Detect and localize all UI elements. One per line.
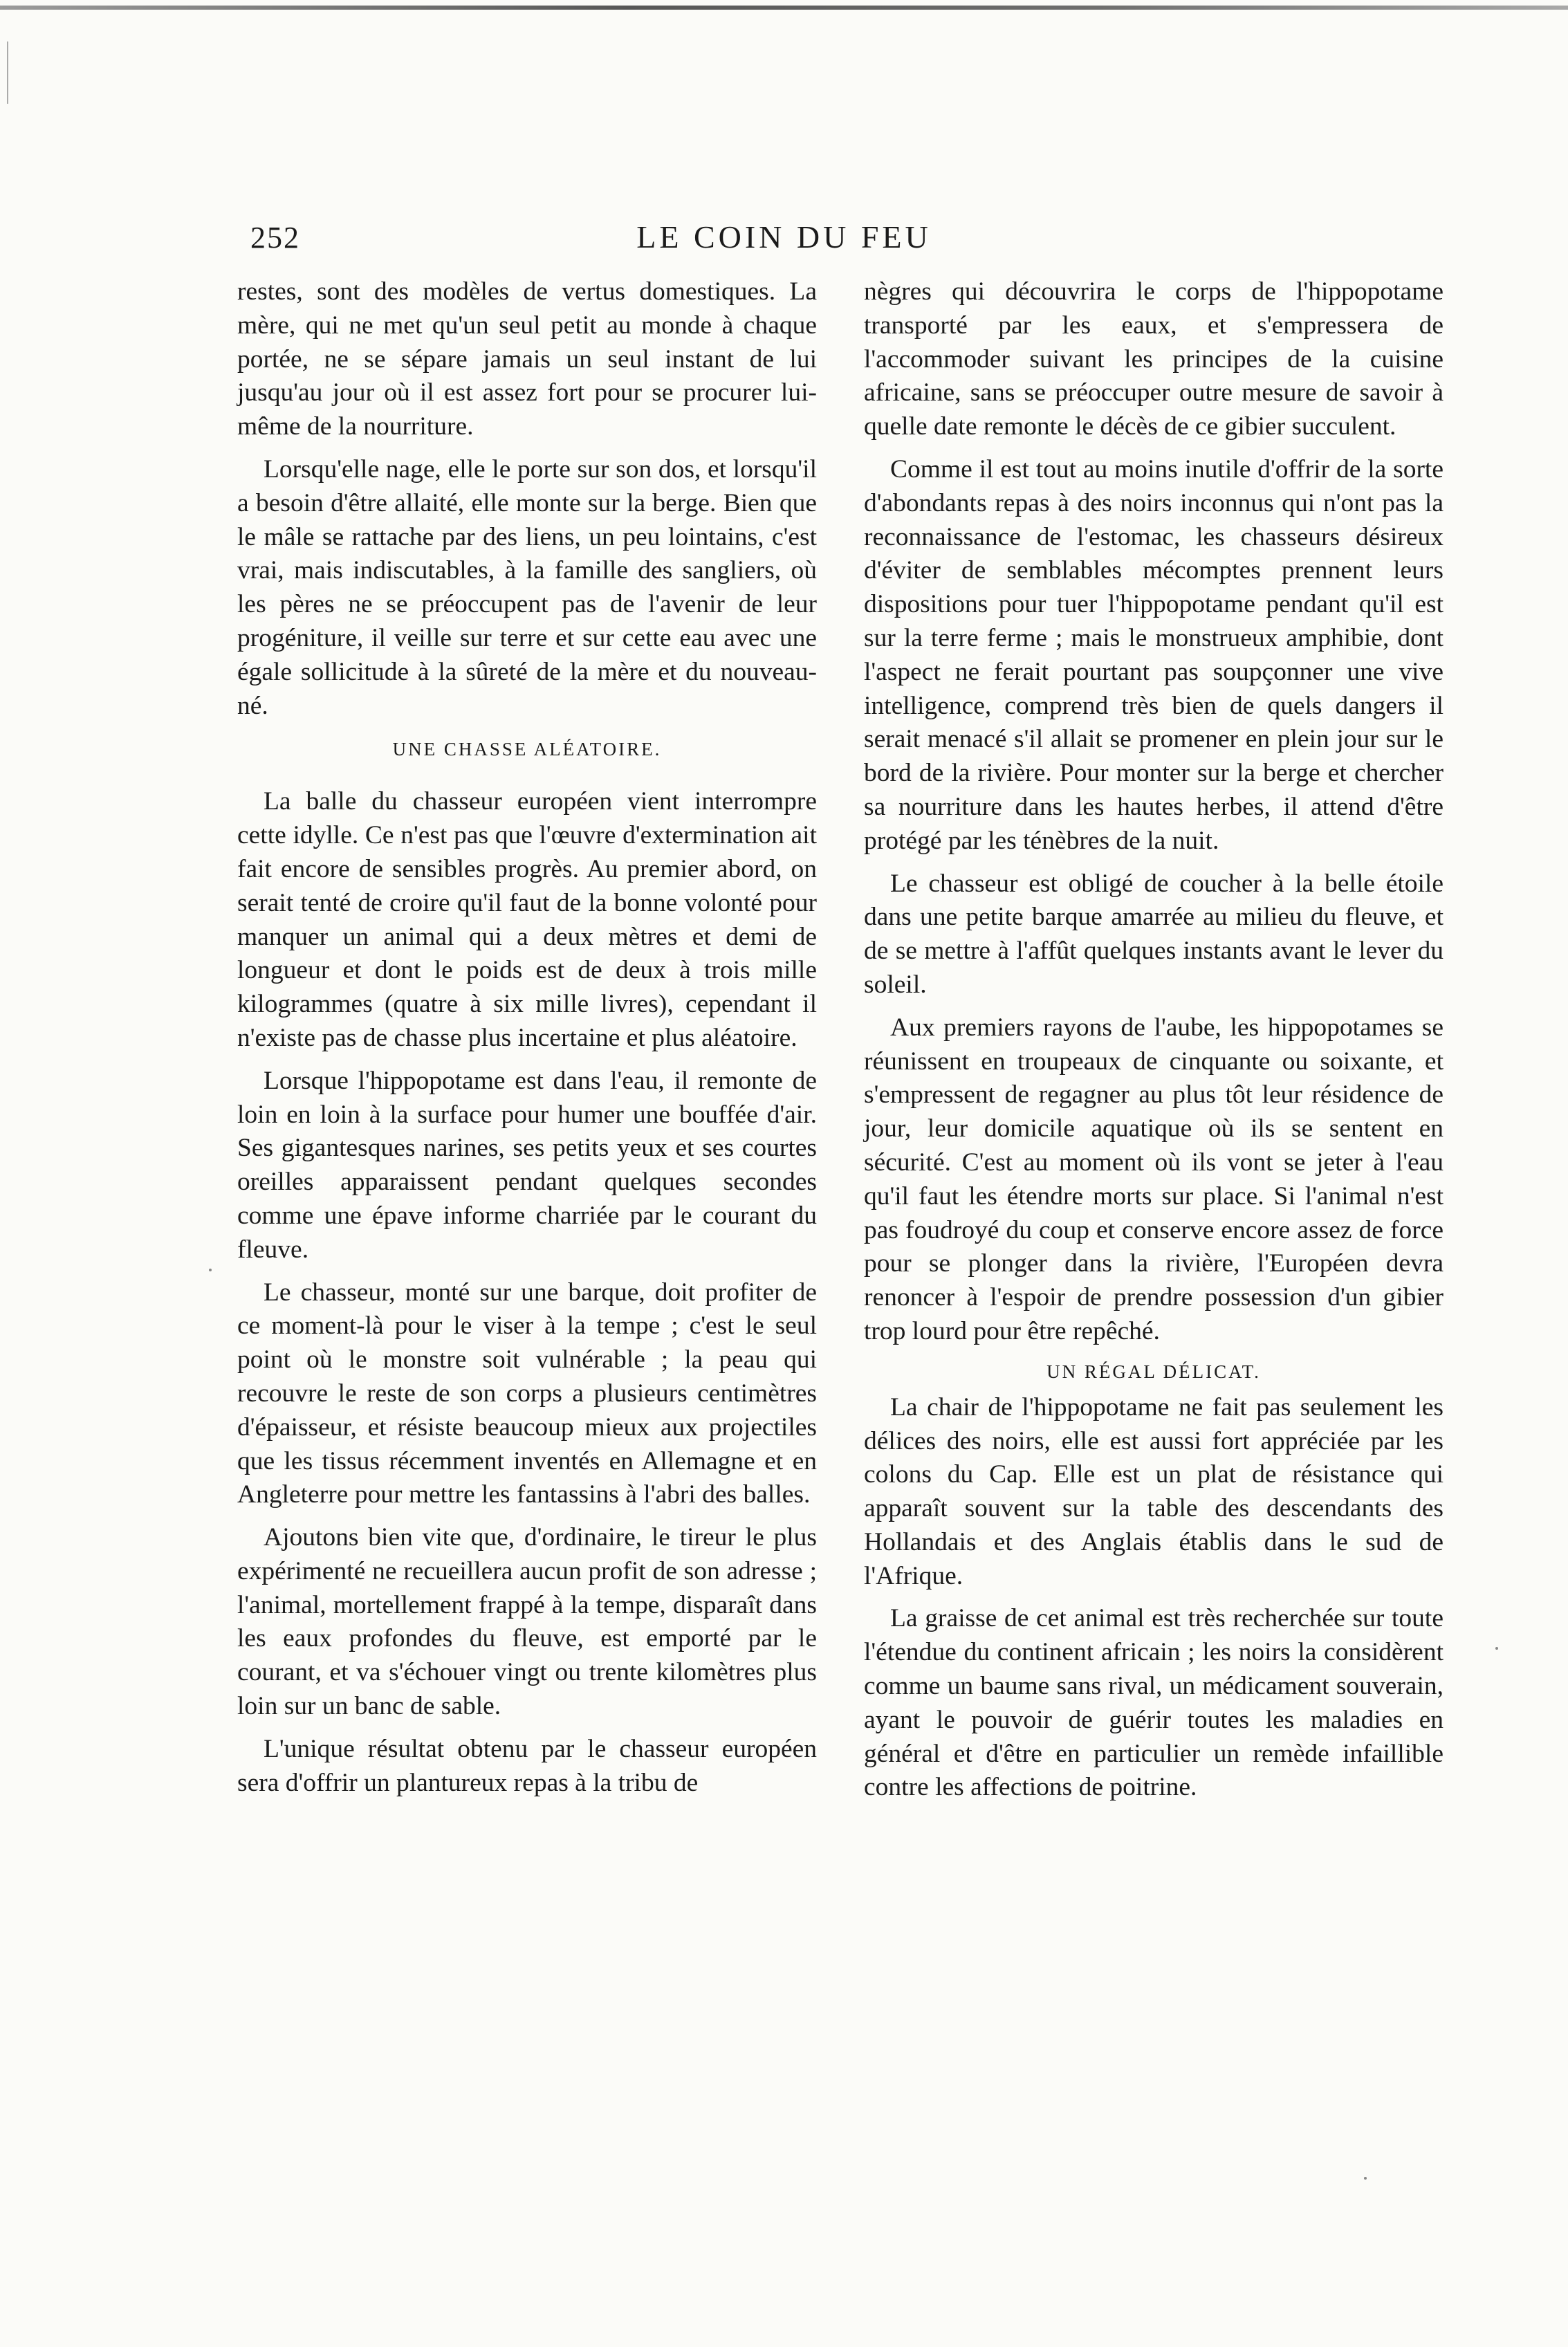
page-edge-mark (7, 42, 8, 104)
body-paragraph: Le chasseur est obligé de coucher à la belle étoile dans une petite barque amarrée au milieu du fleuve, et de se mettre à l'affût quelques instants avant le lever du soleil. (864, 869, 1444, 999)
section-heading: UN RÉGAL DÉLICAT. (1046, 1361, 1261, 1382)
print-speck (209, 1269, 212, 1271)
body-paragraph: nègres qui découvrira le corps de l'hippopotame transporté par les eaux, et s'empressera de l'accommoder suivant les principes de la cuisine africaine, sans se préoccuper outre mesure de savoir à quelle date remonte le décès de ce gibier succulent. (864, 277, 1444, 441)
top-border-rule (0, 6, 1568, 10)
body-paragraph: Ajoutons bien vite que, d'ordinaire, le tireur le plus expérimenté ne recueillera aucun profit de son adresse ; l'animal, mortellement frappé à la tempe, disparaît dans les eaux profondes du fleuve, est emporté par le courant, et va s'échouer vingt ou trente kilomètres plus loin sur un banc de sable. (237, 1523, 817, 1721)
body-paragraph: restes, sont des modèles de vertus domestiques. La mère, qui ne met qu'un seul petit au monde à chaque portée, ne se sépare jamais un seul instant de lui jusqu'au jour où il est assez fort pour se procurer lui-même de la nourriture. (237, 277, 817, 441)
print-speck (1364, 2177, 1367, 2180)
left-column (237, 275, 817, 1809)
body-paragraph: Lorsqu'elle nage, elle le porte sur son dos, et lorsqu'il a besoin d'être allaité, elle monte sur la berge. Bien que le mâle se rattache par des liens, un peu lointains, c'est vrai, mais indiscutables, à la famille des sangliers, où les pères ne se préoccupent pas de l'avenir de leur progéniture, il veille sur terre et sur cette eau avec une égale sollicitude à la sûreté de la mère et du nouveau-né. (237, 454, 817, 720)
page-number: 252 (250, 221, 300, 255)
body-paragraph: La graisse de cet animal est très recherchée sur toute l'étendue du continent africain ; les noirs la considèrent comme un baume sans rival, un médicament souverain, ayant le pouvoir de guérir toutes les maladies en général et d'être en particulier un remède infaillible contre les affections de poitrine. (864, 1604, 1444, 1802)
body-paragraph: Le chasseur, monté sur une barque, doit profiter de ce moment-là pour le viser à la tempe ; c'est le seul point où le monstre soit vulnérable ; la peau qui recouvre le reste de son corps a plusieurs centimètres d'épaisseur, et résiste beaucoup mieux aux projectiles que les tissus récemment inventés en Allemagne et en Angleterre pour mettre les fantassins à l'abri des balles. (237, 1278, 817, 1509)
body-paragraph: Lorsque l'hippopotame est dans l'eau, il remonte de loin en loin à la surface pour humer une bouffée d'air. Ses gigantesques narines, ses petits yeux et ses courtes oreilles apparaissent pendant quelques secondes comme une épave informe charriée par le courant du fleuve. (237, 1066, 817, 1264)
print-speck (1495, 1647, 1498, 1650)
body-paragraph: L'unique résultat obtenu par le chasseur européen sera d'offrir un plantureux repas à la tribu de (237, 1734, 817, 1797)
body-paragraph: Comme il est tout au moins inutile d'offrir de la sorte d'abondants repas à des noirs inconnus qui n'ont pas la reconnaissance de l'estomac, les chasseurs désireux d'éviter de semblables mécomptes prennent leurs dispositions pour tuer l'hippopotame pendant qu'il est sur la terre ferme ; mais le monstrueux amphibie, dont l'aspect ne ferait pourtant pas soupçonner une vive intelligence, comprend très bien de quels dangers il serait menacé s'il allait se promener en plein jour sur le bord de la rivière. Pour monter sur la berge et chercher sa nourriture dans les hautes herbes, il attend d'être protégé par les ténèbres de la nuit. (864, 454, 1444, 855)
body-paragraph: La balle du chasseur européen vient interrompre cette idylle. Ce n'est pas que l'œuvre d'extermination ait fait encore de sensibles progrès. Au premier abord, on serait tenté de croire qu'il faut de la bonne volonté pour manquer un animal qui a deux mètres et demi de longueur et dont le poids est de deux à trois mille kilogrammes (quatre à six mille livres), cependant il n'existe pas de chasse plus incertaine et plus aléatoire. (237, 787, 817, 1052)
body-paragraph: La chair de l'hippopotame ne fait pas seulement les délices des noirs, elle est aussi fort appréciée par les colons du Cap. Elle est un plat de résistance qui apparaît souvent sur la table des descendants des Hollandais et des Anglais établis dans le sud de l'Afrique. (864, 1392, 1444, 1590)
running-title: LE COIN DU FEU (636, 219, 932, 255)
section-heading: UNE CHASSE ALÉATOIRE. (392, 739, 662, 760)
body-paragraph: Aux premiers rayons de l'aube, les hippopotames se réunissent en troupeaux de cinquante ou soixante, et s'empressent de regagner au plus tôt leur résidence de jour, leur domicile aquatique où ils se sentent en sécurité. C'est au moment où ils vont se jeter à l'eau qu'il faut les étendre morts sur place. Si l'animal n'est pas foudroyé du coup et conserve encore assez de force pour se plonger dans la rivière, l'Européen devra renoncer à l'espoir de prendre possession d'un gibier trop lourd pour être repêché. (864, 1013, 1444, 1345)
right-column (864, 275, 1444, 1814)
